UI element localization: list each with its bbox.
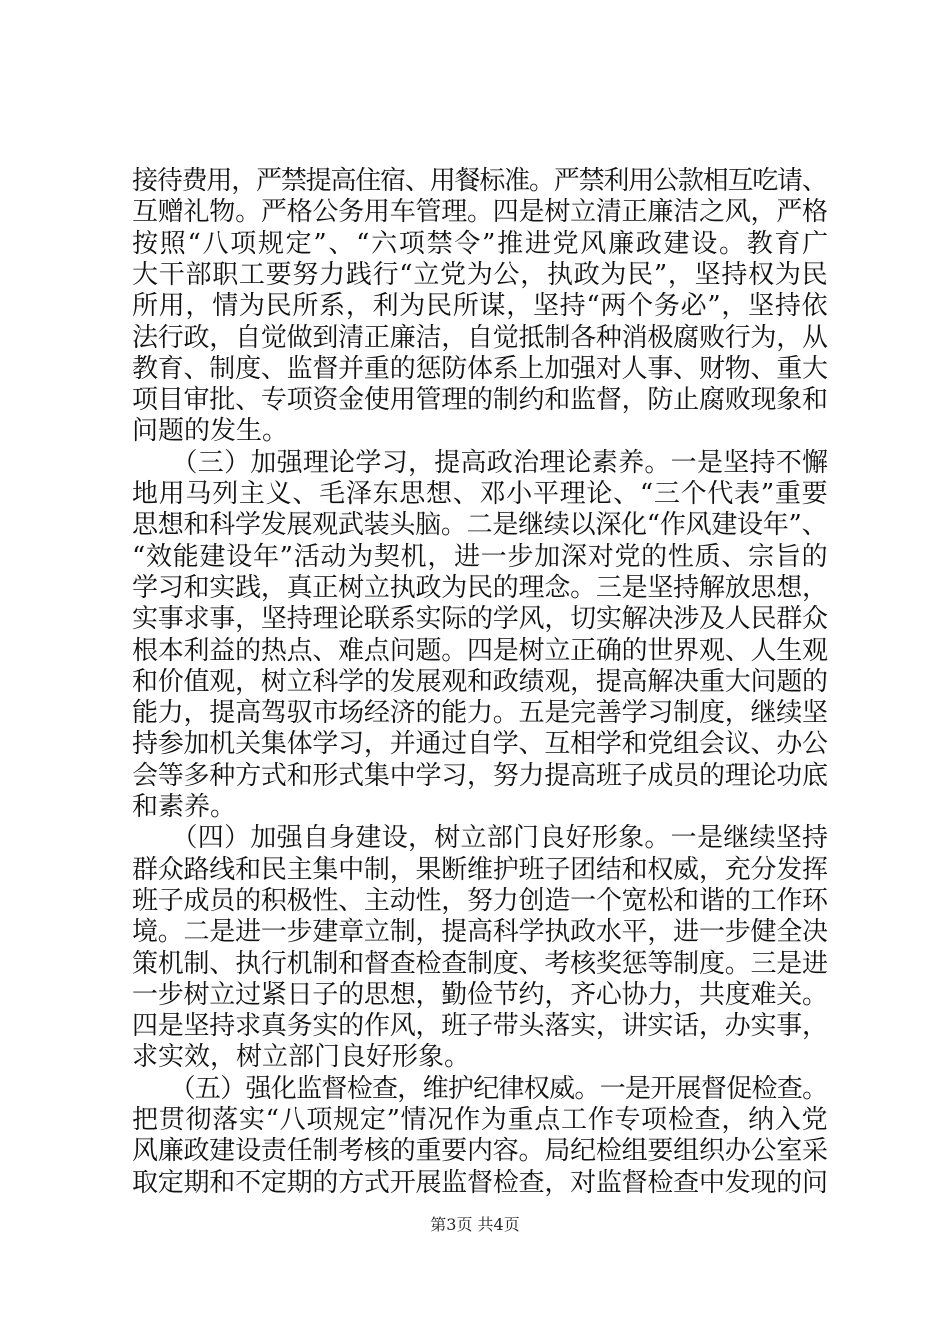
body-text-line: 教育、制度、监督并重的惩防体系上加强对人事、财物、重大 [132, 353, 828, 384]
body-text-line: 和素养。 [132, 792, 237, 822]
body-text-line: 接待费用，严禁提高住宿、用餐标准。严禁利用公款相互吃请、 [132, 166, 827, 196]
body-text-line: 会等多种方式和形式集中学习，努力提高班子成员的理论功底 [132, 760, 828, 791]
body-text-line: 求实效，树立部门良好形象。 [132, 1042, 471, 1073]
body-text-line: 学习和实践，真正树立执政为民的理念。三是坚持解放思想， [132, 572, 828, 603]
body-text-line: 地用马列主义、毛泽东思想、邓小平理论、“三个代表”重要 [132, 479, 829, 509]
body-text-line: 互赠礼物。严格公务用车管理。四是树立清正廉洁之风，严格 [132, 197, 828, 228]
body-text-line: （三）加强理论学习，提高政治理论素养。一是坚持不懈 [132, 447, 829, 478]
body-text-line: 风廉政建设责任制考核的重要内容。局纪检组要组织办公室采 [132, 1136, 828, 1167]
body-text-line: 群众路线和民主集中制，果断维护班子团结和权威，充分发挥 [132, 854, 828, 885]
body-text-line: 项目审批、专项资金使用管理的制约和监督，防止腐败现象和 [132, 385, 828, 416]
body-text-line: 策机制、执行机制和督查检查制度、考核奖惩等制度。三是进 [132, 948, 828, 979]
body-text-line: 所用，情为民所系，利为民所谋，坚持“两个务必”，坚持依 [132, 291, 829, 322]
body-text-line: 把贯彻落实“八项规定”情况作为重点工作专项检查，纳入党 [132, 1105, 829, 1135]
body-text-line: 班子成员的积极性、主动性，努力创造一个宽松和谐的工作环 [132, 885, 828, 916]
body-text-line: 一步树立过紧日子的思想，勤俭节约，齐心协力，共度难关。 [132, 979, 828, 1010]
body-text-line: 和价值观，树立科学的发展观和政绩观，提高解决重大问题的 [132, 666, 828, 697]
body-text-line: 持参加机关集体学习，并通过自学、互相学和党组会议、办公 [132, 729, 828, 760]
body-text-line: 大干部职工要努力践行“立党为公，执政为民”，坚持权为民 [132, 259, 829, 290]
body-text-line: 实事求事，坚持理论联系实际的学风，切实解决涉及人民群众 [132, 604, 828, 635]
body-text-line: 问题的发生。 [132, 416, 289, 447]
page-footer: 第3页 共4页 [430, 1215, 520, 1234]
body-text-line: “效能建设年”活动为契机，进一步加深对党的性质、宗旨的 [132, 541, 829, 572]
body-text-line: 法行政，自觉做到清正廉洁，自觉抵制各种消极腐败行为，从 [132, 322, 828, 353]
body-text-line: 思想和科学发展观武装头脑。二是继续以深化“作风建设年”、 [132, 510, 828, 541]
body-text-line: （四）加强自身建设，树立部门良好形象。一是继续坚持 [132, 823, 829, 854]
body-text-line: 境。二是进一步建章立制，提高科学执政水平，进一步健全决 [132, 917, 828, 948]
body-text-line: （五）强化监督检查，维护纪律权威。一是开展督促检查。 [132, 1073, 828, 1104]
body-text-line: 取定期和不定期的方式开展监督检查，对监督检查中发现的问 [132, 1167, 828, 1198]
body-text-line: 根本利益的热点、难点问题。四是树立正确的世界观、人生观 [132, 635, 828, 666]
body-text-line: 能力，提高驾驭市场经济的能力。五是完善学习制度，继续坚 [132, 698, 828, 729]
body-text-line: 按照“八项规定”、“六项禁令”推进党风廉政建设。教育广 [132, 228, 830, 259]
body-text-line: 四是坚持求真务实的作风，班子带头落实，讲实话，办实事， [132, 1011, 828, 1042]
